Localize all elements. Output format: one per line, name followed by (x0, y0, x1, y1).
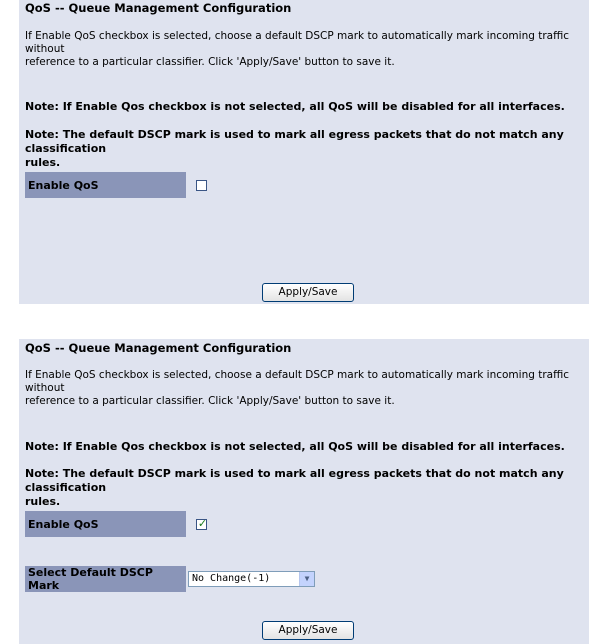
note-dscp-line-1: Note: The default DSCP mark is used to mark all egress packets that do not match any classification (25, 467, 564, 494)
qos-config-panel-checked (19, 339, 589, 644)
intro-text (25, 30, 583, 69)
note-default-dscp (25, 467, 585, 509)
intro-line-2: reference to a particular classifier. Click 'Apply/Save' button to save it. (25, 56, 395, 68)
qos-config-panel-unchecked (19, 0, 589, 304)
intro-line-2: reference to a particular classifier. Click 'Apply/Save' button to save it. (25, 395, 395, 407)
enable-qos-label: Enable QoS (25, 172, 186, 198)
enable-qos-label: Enable QoS (25, 511, 186, 537)
chevron-down-icon[interactable]: ▼ (299, 572, 314, 586)
apply-save-button[interactable]: Apply/Save (262, 283, 354, 302)
note-dscp-line-1: Note: The default DSCP mark is used to mark all egress packets that do not match any classification (25, 128, 564, 155)
dscp-mark-value: No Change(-1) (192, 573, 271, 584)
enable-qos-checkbox[interactable] (196, 180, 207, 191)
checkmark-icon: ✓ (197, 516, 208, 530)
dscp-mark-row (25, 566, 315, 592)
note-dscp-line-2: rules. (25, 156, 61, 169)
note-default-dscp (25, 128, 585, 170)
page-title: QoS -- Queue Management Configuration (25, 1, 292, 15)
dscp-mark-label: Select Default DSCP Mark (25, 566, 186, 592)
intro-line-1: If Enable QoS checkbox is selected, choose a default DSCP mark to automatically mark incoming traffic without (25, 369, 570, 394)
note-dscp-line-2: rules. (25, 495, 61, 508)
apply-save-button[interactable]: Apply/Save (262, 621, 354, 640)
intro-line-1: If Enable QoS checkbox is selected, choose a default DSCP mark to automatically mark incoming traffic without (25, 30, 570, 55)
intro-text (25, 369, 583, 408)
note-qos-disabled: Note: If Enable Qos checkbox is not selected, all QoS will be disabled for all interfaces. (25, 440, 565, 453)
note-qos-disabled: Note: If Enable Qos checkbox is not selected, all QoS will be disabled for all interfaces. (25, 100, 565, 113)
dscp-mark-select[interactable] (188, 571, 315, 587)
enable-qos-row (25, 511, 207, 537)
page-title: QoS -- Queue Management Configuration (25, 341, 292, 355)
enable-qos-row (25, 172, 207, 198)
enable-qos-checkbox[interactable] (196, 516, 208, 530)
